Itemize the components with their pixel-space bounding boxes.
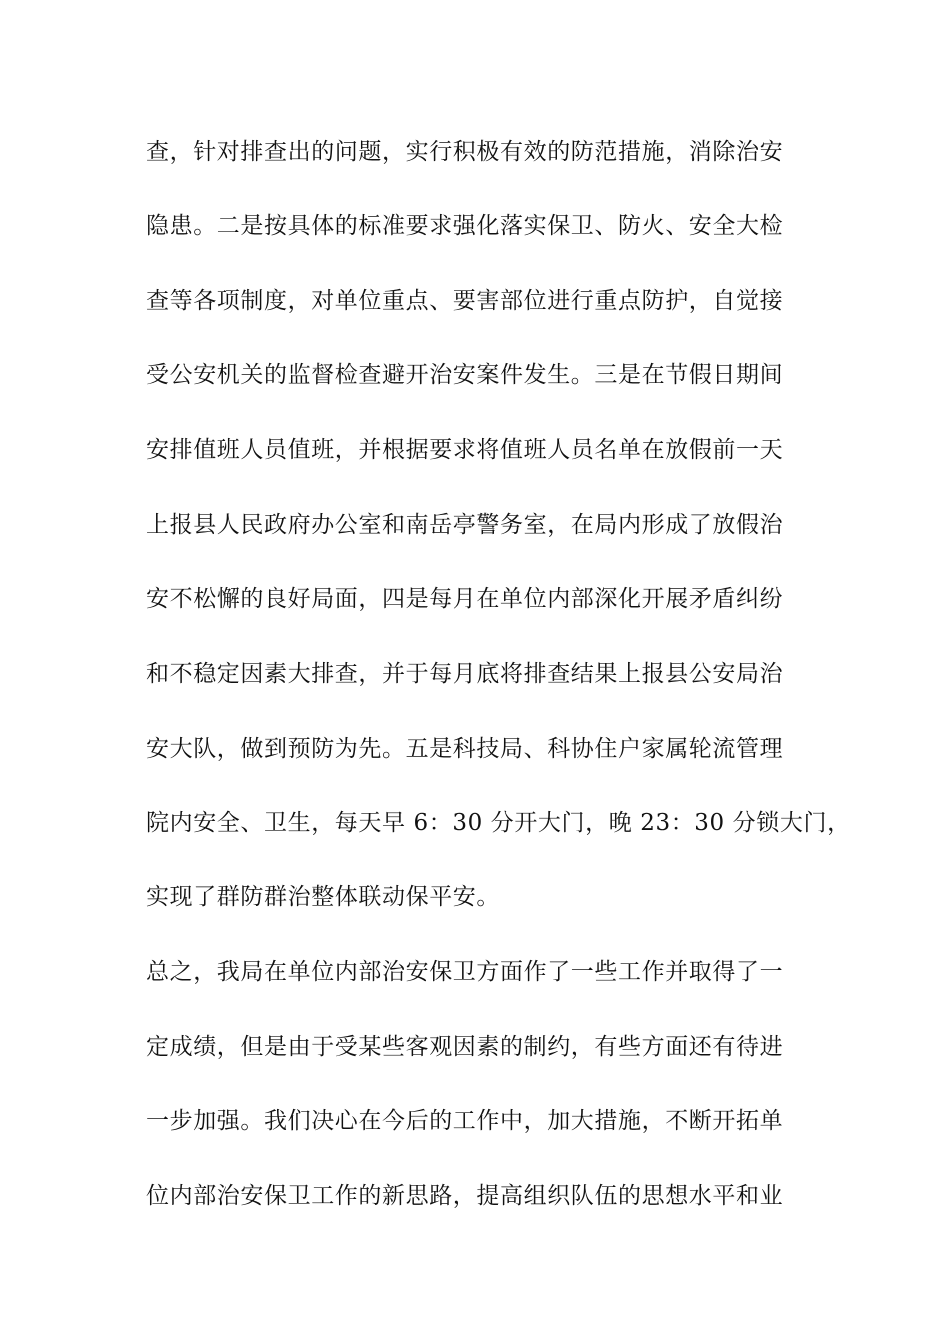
text-line: 上报县人民政府办公室和南岳亭警务室，在局内形成了放假治 xyxy=(146,512,784,538)
text-line: 查，针对排查出的问题，实行积极有效的防范措施，消除治安 xyxy=(146,139,784,165)
text-line: 总之，我局在单位内部治安保卫方面作了一些工作并取得了一 xyxy=(146,959,784,985)
text-line: 院内安全、卫生，每天早 6：30 分开大门，晚 23：30 分锁大门， xyxy=(146,810,851,836)
text-line: 查等各项制度，对单位重点、要害部位进行重点防护，自觉接 xyxy=(146,288,784,314)
text-line: 安不松懈的良好局面，四是每月在单位内部深化开展矛盾纠纷 xyxy=(146,586,784,612)
text-line: 定成绩，但是由于受某些客观因素的制约，有些方面还有待进 xyxy=(146,1034,784,1060)
text-line: 安大队，做到预防为先。五是科技局、科协住户家属轮流管理 xyxy=(146,736,784,762)
text-line: 一步加强。我们决心在今后的工作中，加大措施，不断开拓单 xyxy=(146,1108,784,1134)
text-line: 和不稳定因素大排查，并于每月底将排查结果上报县公安局治 xyxy=(146,661,784,687)
text-line: 受公安机关的监督检查避开治安案件发生。三是在节假日期间 xyxy=(146,362,784,388)
text-line: 实现了群防群治整体联动保平安。 xyxy=(146,884,500,910)
text-line: 安排值班人员值班，并根据要求将值班人员名单在放假前一天 xyxy=(146,437,784,463)
text-line: 位内部治安保卫工作的新思路，提高组织队伍的思想水平和业 xyxy=(146,1183,784,1209)
text-line: 隐患。二是按具体的标准要求强化落实保卫、防火、安全大检 xyxy=(146,213,784,239)
